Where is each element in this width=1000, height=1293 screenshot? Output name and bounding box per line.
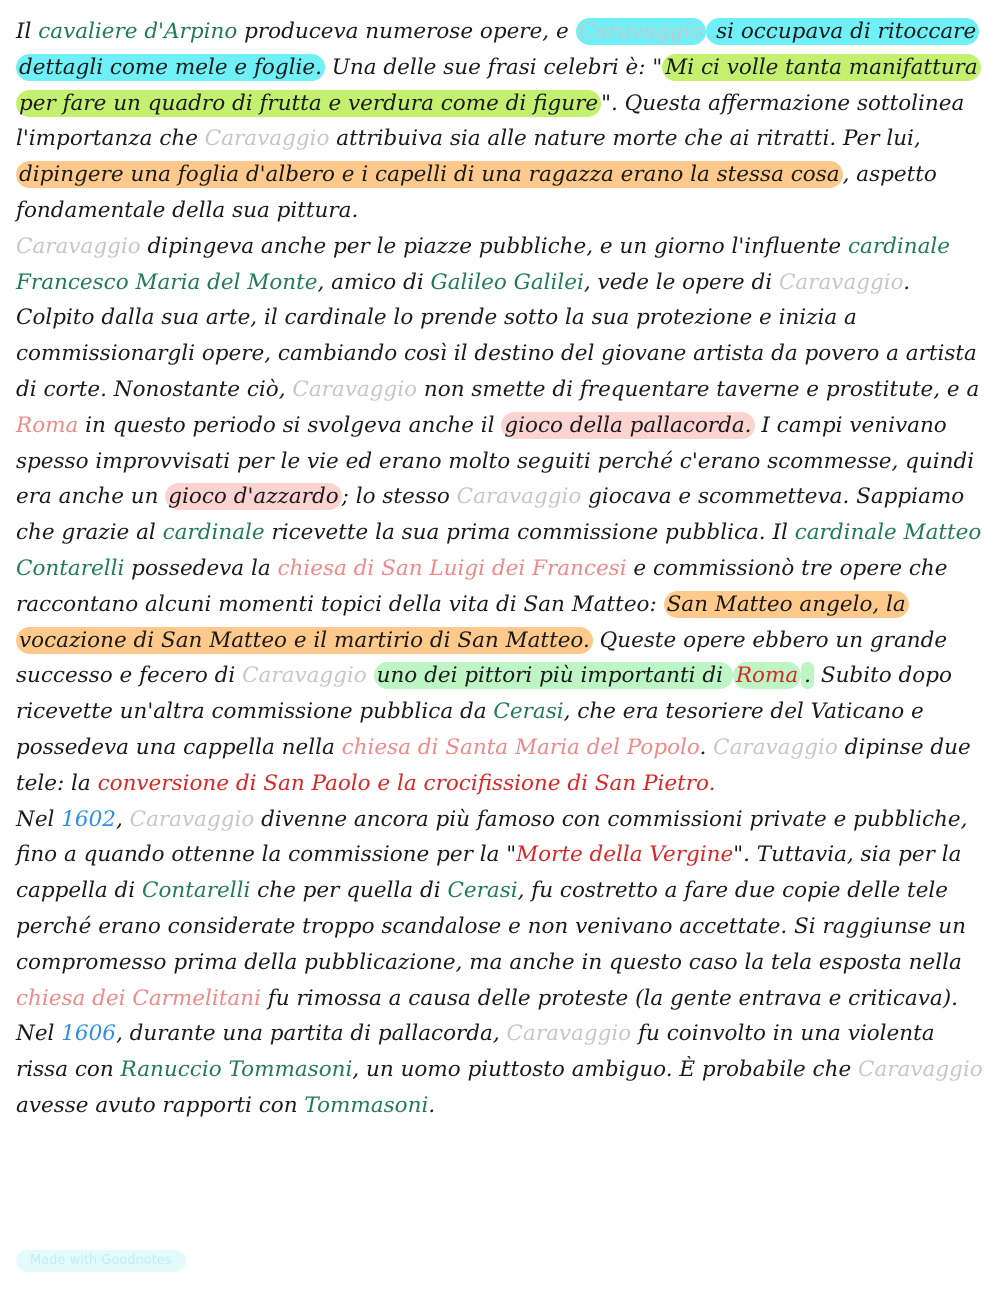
text-run: produceva numerose opere, e (237, 19, 576, 44)
text-run: ricevette la sua prima commissione pubblica. Il (264, 520, 795, 546)
paragraph-2 (16, 229, 984, 802)
place-name: Roma (16, 412, 79, 438)
text-run: divenne ancora più famoso con commissioni private e pubbliche, fino a quando ottenne la commissione per la " (16, 806, 968, 868)
text-run: ; lo stesso (341, 484, 457, 510)
text-run: Una delle sue frasi celebri è: " (324, 54, 663, 80)
artist-name: Caravaggio (778, 269, 904, 295)
artist-name: Caravaggio (456, 484, 582, 510)
place-name: chiesa di San Luigi dei Francesi (277, 555, 627, 581)
person-name: cardinale Matteo Contarelli (16, 520, 982, 581)
text-run: dipingeva anche per le piazze pubbliche, e un giorno l'influente (140, 233, 848, 259)
text-run: , che era tesoriere del Vaticano e possedeva una cappella nella (16, 699, 924, 760)
place-name: chiesa di Santa Maria del Popolo (341, 734, 700, 760)
text-run: che per quella di (250, 878, 448, 904)
text-run: ". Tuttavia, sia per la cappella di (16, 842, 962, 904)
person-name: Ranuccio Tommasoni (120, 1057, 353, 1083)
text-run: in questo periodo si svolgeva anche il (78, 412, 502, 438)
text-run (367, 663, 374, 688)
watermark: Made with Goodnotes (16, 1250, 186, 1272)
highlighted-text: San Matteo angelo, la vocazione di San Matteo e il martirio di San Matteo. (16, 591, 909, 654)
artwork-title: Morte della Vergine (516, 842, 734, 868)
text-run: , aspetto fondamentale della sua pittura. (16, 162, 937, 223)
paragraph-1 (16, 14, 984, 229)
highlighted-text: . (801, 662, 814, 689)
text-run: , fu costretto a fare due copie delle tele perché erano considerate troppo scandalose e non venivano accettate. Si raggiunse un compromesso prima della pubblicazione, ma anche in questo caso la tela esposta nella (16, 878, 966, 975)
text-run: fu rimossa a causa delle proteste (la gente entrava e criticava). Nel (16, 985, 958, 1047)
artist-name: Caravaggio (506, 1021, 632, 1047)
text-run: giocava e scommetteva. Sappiamo che grazie al (16, 484, 965, 546)
person-name: cardinale (162, 520, 265, 546)
highlighted-text: Mi ci volle tanta manifattura per fare un quadro di frutta e verdura come di figure (16, 54, 981, 117)
artist-name: Caravaggio (129, 806, 255, 832)
artist-name: Caravaggio (242, 663, 367, 689)
text-run: attribuiva sia alle nature morte che ai ritratti. Per lui, (329, 126, 921, 152)
text-run: avesse avuto rapporti con (16, 1092, 305, 1118)
person-name: Tommasoni (304, 1092, 429, 1118)
person-name: cavaliere d'Arpino (38, 19, 238, 44)
person-name: Cerasi (493, 699, 564, 725)
place-name: chiesa dei Carmelitani (16, 985, 261, 1011)
text-run: I campi venivano spesso improvvisati per le vie ed erano molto seguiti perché c'erano scommesse, quindi era anche un (16, 412, 975, 510)
highlighted-text: uno dei pittori più importanti di (374, 662, 733, 689)
highlighted-text: si occupava di ritoccare dettagli come mele e foglie. (16, 18, 979, 81)
text-run: Queste opere ebbero un grande successo e fecero di (16, 627, 948, 689)
text-run: . (428, 1092, 436, 1118)
text-run: . (699, 734, 714, 760)
paragraph-3 (16, 802, 984, 1124)
text-run: , durante una partita di pallacorda, (115, 1021, 507, 1047)
year: 1602 (61, 806, 116, 832)
highlighted-text: gioco d'azzardo (165, 483, 341, 510)
year: 1606 (61, 1021, 116, 1047)
text-run: Il (16, 19, 39, 44)
text-run: . Colpito dalla sua arte, il cardinale lo prende sotto la sua protezione e inizia a commissionargli opere, cambiando così il destino del giovane artista da povero a artista di corte. Nonostante ciò, (16, 269, 977, 402)
highlighted-text: dipingere una foglia d'albero e i capelli di una ragazza erano la stessa cosa (16, 161, 843, 188)
artist-name: Caravaggio (16, 233, 141, 259)
text-run: Nel (16, 806, 62, 832)
artist-name: Caravaggio (713, 734, 838, 760)
person-name: Galileo Galilei (430, 269, 584, 295)
person-name: Cerasi (447, 878, 518, 904)
artist-name: Caravaggio (858, 1057, 983, 1083)
text-run: ". Questa affermazione sottolinea l'importanza che (16, 90, 965, 152)
text-run: , vede le opere di (583, 269, 779, 295)
text-run: , amico di (317, 269, 431, 295)
artist-name: Caravaggio (576, 18, 707, 45)
artist-name: Caravaggio (204, 126, 330, 152)
person-name: cardinale Francesco Maria del Monte (16, 233, 950, 295)
text-run: non smette di frequentare taverne e prostitute, e a (417, 376, 980, 402)
text-run: possedeva la (124, 555, 278, 581)
text-run: e commissionò tre opere che raccontano alcuni momenti topici della vita di San Matteo: (16, 555, 948, 617)
text-run: , (115, 806, 130, 832)
text-run: dipinse due tele: la (16, 734, 971, 796)
artwork-title: Roma (733, 662, 801, 689)
text-run: fu coinvolto in una violenta rissa con (16, 1021, 935, 1083)
notes-page (16, 14, 984, 1124)
highlighted-text: gioco della pallacorda. (501, 412, 754, 439)
person-name: Contarelli (142, 878, 251, 904)
artist-name: Caravaggio (292, 376, 418, 402)
text-run: Subito dopo ricevette un'altra commissione pubblica da (16, 663, 952, 725)
artwork-title: conversione di San Paolo e la crocifissione di San Pietro. (97, 770, 716, 796)
text-run: , un uomo piuttosto ambiguo. È probabile che (352, 1057, 859, 1083)
